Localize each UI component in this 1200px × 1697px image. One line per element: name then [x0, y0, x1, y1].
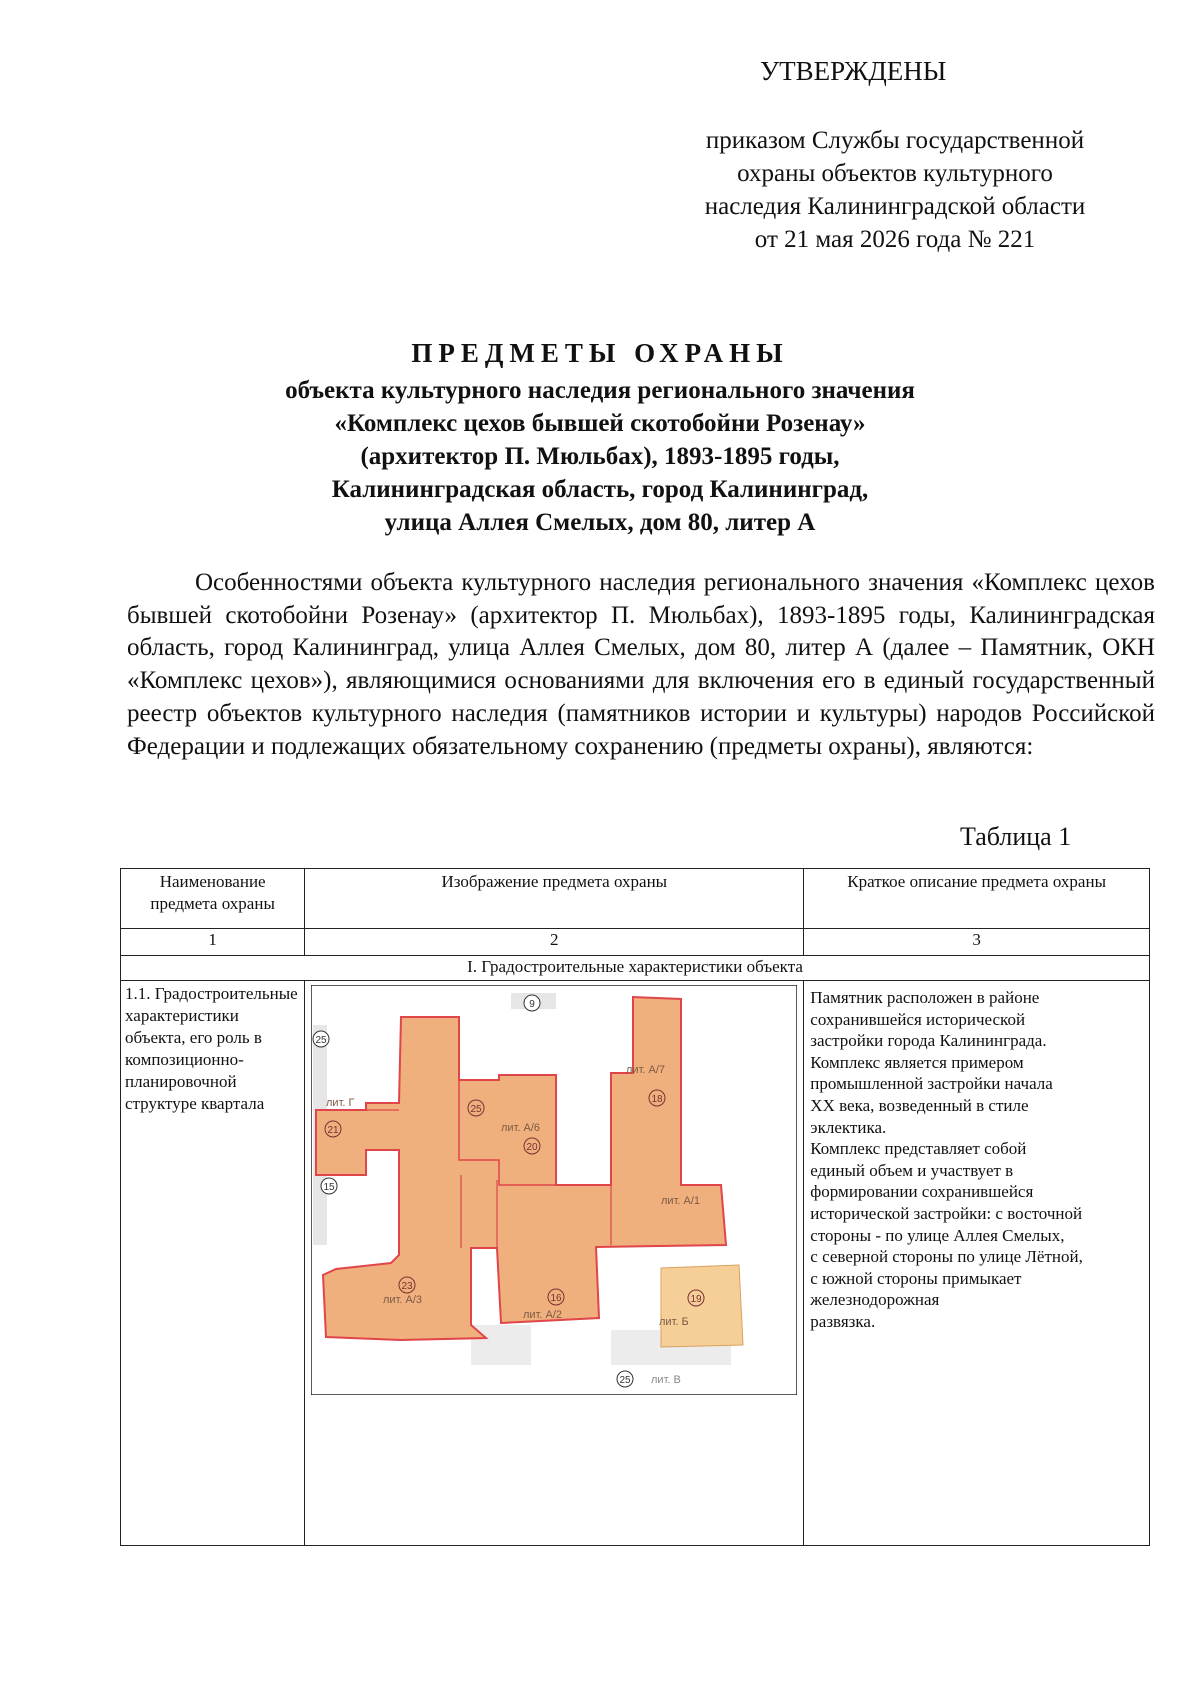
description-line: развязка.	[810, 1311, 876, 1331]
background-building	[471, 1325, 531, 1365]
description-line: сохранившейся исторической	[810, 1009, 1026, 1029]
table-row	[121, 981, 1150, 1546]
description-line: с северной стороны по улице Лётной,	[810, 1247, 1083, 1267]
description-line: с южной стороны примыкает	[810, 1268, 1022, 1288]
subtitle-line: объекта культурного наследия регионального значения	[285, 377, 915, 404]
plan-number: 9	[529, 999, 536, 1010]
row-image	[305, 981, 804, 1546]
table-label: Таблица 1	[960, 822, 1072, 851]
row-name: 1.1. Градостроительные характеристики объекта, его роль в композиционно-планировочной структуре квартала	[121, 981, 305, 1546]
description-line: стороны - по улице Аллея Смелых,	[810, 1225, 1065, 1245]
col-number: 1	[121, 929, 305, 956]
col-number: 3	[804, 929, 1150, 956]
plan-number: 15	[323, 1182, 335, 1193]
order-reference	[660, 124, 1130, 256]
plan-number: 25	[315, 1035, 327, 1046]
description-line: Комплекс является примером	[810, 1052, 1024, 1072]
plan-number: 19	[690, 1294, 702, 1305]
subtitle-line: Калининградская область, город Калининград,	[331, 476, 869, 503]
subtitle-line: «Комплекс цехов бывшей скотобойни Розенау»	[334, 410, 866, 437]
plan-label: лит. А/6	[501, 1122, 541, 1134]
description-line: эклектика.	[810, 1117, 887, 1137]
description-line: Комплекс представляет собой	[810, 1139, 1027, 1159]
document-subtitle	[150, 374, 1050, 539]
plan-label: лит. А/3	[383, 1294, 423, 1306]
description-line: промышленной застройки начала	[810, 1074, 1053, 1094]
description-line: Памятник расположен в районе	[810, 988, 1040, 1007]
col-number: 2	[305, 929, 804, 956]
plan-label: лит. Б	[659, 1316, 690, 1328]
plan-number: 16	[550, 1293, 562, 1304]
header-name: Наименование предмета охраны	[121, 869, 305, 929]
order-line: охраны объектов культурного	[737, 160, 1053, 187]
subtitle-line: (архитектор П. Мюльбах), 1893-1895 годы,	[360, 443, 840, 470]
plan-label: лит. А/7	[626, 1064, 666, 1076]
subtitle-line: улица Аллея Смелых, дом 80, литер А	[384, 509, 816, 536]
plan-label: лит. А/1	[661, 1195, 701, 1207]
plan-label: лит. Г	[326, 1097, 355, 1109]
plan-label: лит. В	[651, 1374, 682, 1386]
order-line: наследия Калининградской области	[704, 193, 1086, 220]
section-title: I. Градостроительные характеристики объекта	[121, 956, 1150, 981]
site-plan	[311, 985, 797, 1395]
document-title: ПРЕДМЕТЫ ОХРАНЫ	[411, 338, 789, 368]
plan-number: 25	[619, 1375, 631, 1386]
table-number-row	[121, 929, 1150, 956]
row-description	[804, 981, 1150, 1546]
description-line: железнодорожная	[810, 1290, 940, 1310]
header-image: Изображение предмета охраны	[305, 869, 804, 929]
order-line: от 21 мая 2026 года № 221	[754, 226, 1036, 253]
table-header-row	[121, 869, 1150, 929]
protection-table	[120, 868, 1150, 1546]
plan-number: 20	[526, 1142, 538, 1153]
intro-text: Особенностями объекта культурного наследия регионального значения «Комплекс цехов бывшей скотобойни Розенау» (архитектор П. Мюльбах), 1893-1895 годы, Калининградская область, город Калининград, улица Аллея Смелых, дом 80, литер А (далее – Памятник, ОКН «Комплекс цехов»), являющимися основаниями для включения его в единый государственный реестр объектов культурного наследия (памятников истории и культуры) народов Российской Федерации и подлежащих обязательному сохранению (предметы охраны), являются:	[127, 569, 1155, 760]
plan-label: лит. А/2	[523, 1309, 563, 1321]
approval-stamp: УТВЕРЖДЕНЫ	[760, 56, 947, 86]
description-line: единый объем и участвует в	[810, 1160, 1014, 1180]
description-line: застройки города Калининграда.	[810, 1031, 1047, 1051]
table-section-row	[121, 956, 1150, 981]
plan-number: 25	[470, 1104, 482, 1115]
plan-number: 21	[327, 1125, 339, 1136]
building-b	[661, 1265, 743, 1347]
order-line: приказом Службы государственной	[705, 127, 1085, 154]
description-line: XX века, возведенный в стиле	[810, 1095, 1029, 1115]
description-line: исторической застройки: с восточной	[810, 1203, 1083, 1223]
intro-paragraph	[127, 567, 1155, 763]
plan-number: 18	[651, 1094, 663, 1105]
header-description: Краткое описание предмета охраны	[804, 869, 1150, 929]
description-line: формировании сохранившейся	[810, 1182, 1034, 1202]
plan-number: 23	[401, 1281, 413, 1292]
